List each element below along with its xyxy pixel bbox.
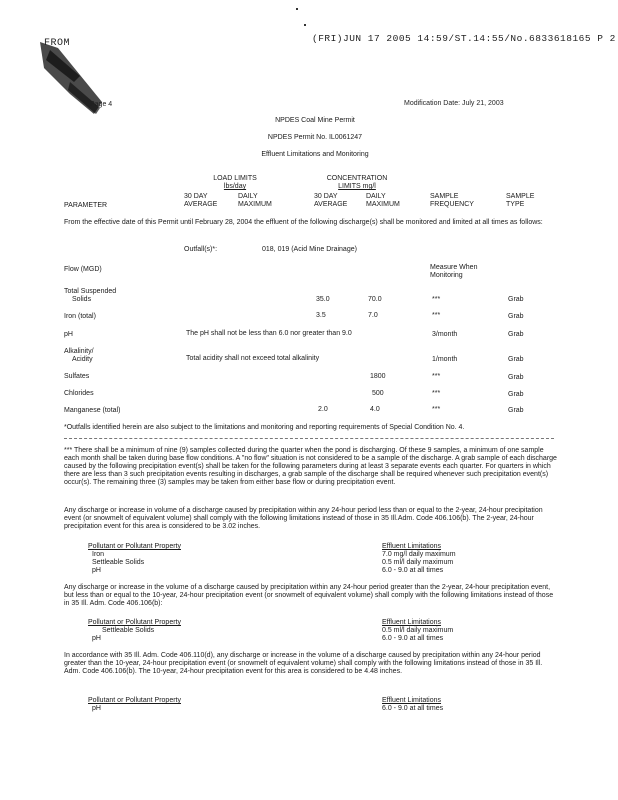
fax-header-line: (FRI)JUN 17 2005 14:59/ST.14:55/No.6833618165 P 2 [312, 33, 616, 44]
row-iron-param: Iron (total) [64, 313, 96, 320]
row-tss-frequency: *** [432, 296, 441, 303]
row-sulfates-type: Grab [508, 374, 524, 381]
block2-limit-heading: Effluent Limitations [382, 619, 442, 626]
block3-limit-heading: Effluent Limitations [382, 697, 442, 704]
conc-max-heading: DAILY MAXIMUM [366, 193, 400, 209]
outfall-footnote: *Outfalls identified herein are also subject to the limitations and monitoring and reporting requirements of Special Condition No. 4. [64, 424, 465, 431]
two-year-paragraph: Any discharge or increase in volume of a discharge caused by precipitation within any 24-hour period less than or equal to the 2-year, 24-hour precipitation event (or snowmelt of equivalent volume) shall comply with the following limitations instead of those in 35 Ill.Adm. Code 406.106(b). The 2-year, 24-hour precipitation event for this area is considered to be 3.02 inches. [64, 507, 543, 531]
frequency-heading: SAMPLE FREQUENCY [430, 193, 474, 209]
row-chlorides-type: Grab [508, 391, 524, 398]
row-tss-avg: 35.0 [316, 296, 330, 303]
block1-item-name: Settleable Solids [92, 559, 145, 566]
row-ph-frequency: 3/month [432, 331, 458, 338]
row-ph-param: pH [64, 331, 73, 338]
separator-line [64, 438, 554, 439]
intro-paragraph: From the effective date of this Permit until February 28, 2004 the effluent of the following discharge(s) shall be monitored and limited at all times as follows: [64, 219, 543, 226]
page-number: Page 4 [90, 101, 113, 108]
block2-item-limit: 0.5 ml/l daily maximum [382, 627, 454, 634]
load-limits-heading: LOAD LIMITS [213, 175, 257, 182]
row-manganese-max: 4.0 [370, 406, 380, 413]
modification-date: Modification Date: July 21, 2003 [404, 100, 504, 107]
row-alkalinity-note: Total acidity shall not exceed total alkalinity [186, 355, 320, 362]
ten-year-paragraph: Any discharge or increase in the volume of a discharge caused by precipitation within any 24-hour period greater than the 2-year, 24-hour precipitation event, but less than or equal to the 10-year, 24-hour precipitation event (or snowmelt of equivalent volume) shall comply with the following limitations instead of those in 35 Ill. Adm. Code 406.106(b): [64, 584, 554, 608]
row-iron-avg: 3.5 [316, 312, 326, 319]
row-flow-param: Flow (MGD) [64, 266, 102, 273]
row-chlorides-param: Chlorides [64, 390, 94, 397]
row-flow-frequency: Measure When Monitoring [430, 264, 478, 280]
row-ph-type: Grab [508, 331, 524, 338]
load-max-heading: DAILY MAXIMUM [238, 193, 272, 209]
outfalls-label: Outfall(s)*: [184, 246, 218, 253]
row-chlorides-max: 500 [372, 390, 384, 397]
block1-limit-heading: Effluent Limitations [382, 543, 442, 550]
block1-item-name: pH [92, 567, 101, 574]
scan-streak-graphic [40, 42, 113, 122]
row-manganese-avg: 2.0 [318, 406, 328, 413]
block2-item-name: pH [92, 635, 101, 642]
type-heading: SAMPLE TYPE [506, 193, 535, 209]
parameter-heading: PARAMETER [64, 202, 108, 209]
block1-item-limit: 7.0 mg/l daily maximum [382, 551, 456, 558]
row-iron-type: Grab [508, 313, 524, 320]
block1-item-limit: 6.0 - 9.0 at all times [382, 567, 444, 574]
conc-limits-units: LIMITS mg/l [338, 183, 376, 190]
row-manganese-type: Grab [508, 407, 524, 414]
row-ph-note: The pH shall not be less than 6.0 nor greater than 9.0 [186, 330, 352, 337]
row-iron-max: 7.0 [368, 312, 378, 319]
conc-limits-heading: CONCENTRATION [326, 175, 388, 182]
load-avg-heading: 30 DAY AVERAGE [184, 193, 218, 209]
doc-title: NPDES Coal Mine Permit [275, 117, 355, 124]
row-tss-param: Total Suspended Solids [64, 288, 117, 304]
block1-item-limit: 0.5 ml/l daily maximum [382, 559, 454, 566]
block2-item-name: Settleable Solids [102, 627, 155, 634]
load-units: lbs/day [223, 183, 247, 190]
conc-avg-heading: 30 DAY AVERAGE [314, 193, 348, 209]
row-sulfates-frequency: *** [432, 373, 441, 380]
row-alkalinity-param: Alkalinity/ Acidity [64, 348, 94, 364]
block3-pollutant-heading: Pollutant or Pollutant Property [88, 697, 181, 704]
block3-item-limit: 6.0 - 9.0 at all times [382, 705, 444, 712]
row-sulfates-param: Sulfates [64, 373, 90, 380]
row-sulfates-max: 1800 [370, 373, 386, 380]
scan-speck [304, 24, 306, 26]
ten-year-exceed-paragraph: In accordance with 35 Ill. Adm. Code 406.110(d), any discharge or increase in the volume of a discharge caused by precipitation within any 24-hour period greater than the 10-year, 24-hour precipitation event (or snowmelt of equivalent volume) shall comply with the following limitations instead of those in 35 Ill. Adm. Code 406.106(b). The 10-year, 24-hour precipitation event for this area is considered to be 4.48 inches. [64, 652, 543, 676]
outfalls-value: 018, 019 (Acid Mine Drainage) [262, 246, 357, 253]
fax-from-label: FROM [44, 38, 71, 49]
row-alkalinity-frequency: 1/month [432, 356, 458, 363]
sampling-paragraph: *** There shall be a minimum of nine (9) samples collected during the quarter when the pond is discharging. Of these 9 samples, a minimum of one sample each month shall be taken during base flow conditions. A "no flow" situation is not considered to be a sample of the discharge. A grab sample of each discharge caused by the following precipitation event(s) shall be taken for the following parameters during at least 3 separate events each quarter. For quarters in which there are less than 3 such precipitation events resulting in discharges, a grab sample of the discharge shall be required whenever such precipitation event(s) occur(s). The remaining three (3) samples may be taken from either base flow or during precipitation event. [64, 447, 557, 487]
block1-pollutant-heading: Pollutant or Pollutant Property [88, 543, 181, 550]
block3-item-name: pH [92, 705, 101, 712]
block1-item-name: Iron [92, 551, 105, 558]
row-tss-type: Grab [508, 296, 524, 303]
block2-pollutant-heading: Pollutant or Pollutant Property [88, 619, 181, 626]
row-alkalinity-type: Grab [508, 356, 524, 363]
row-chlorides-frequency: *** [432, 390, 441, 397]
section-title: Effluent Limitations and Monitoring [261, 151, 369, 158]
permit-number: NPDES Permit No. IL0061247 [267, 134, 363, 141]
block2-item-limit: 6.0 - 9.0 at all times [382, 635, 444, 642]
row-iron-frequency: *** [432, 312, 441, 319]
row-manganese-frequency: *** [432, 406, 441, 413]
row-manganese-param: Manganese (total) [64, 407, 121, 414]
row-tss-max: 70.0 [368, 296, 382, 303]
scan-speck [296, 8, 298, 10]
